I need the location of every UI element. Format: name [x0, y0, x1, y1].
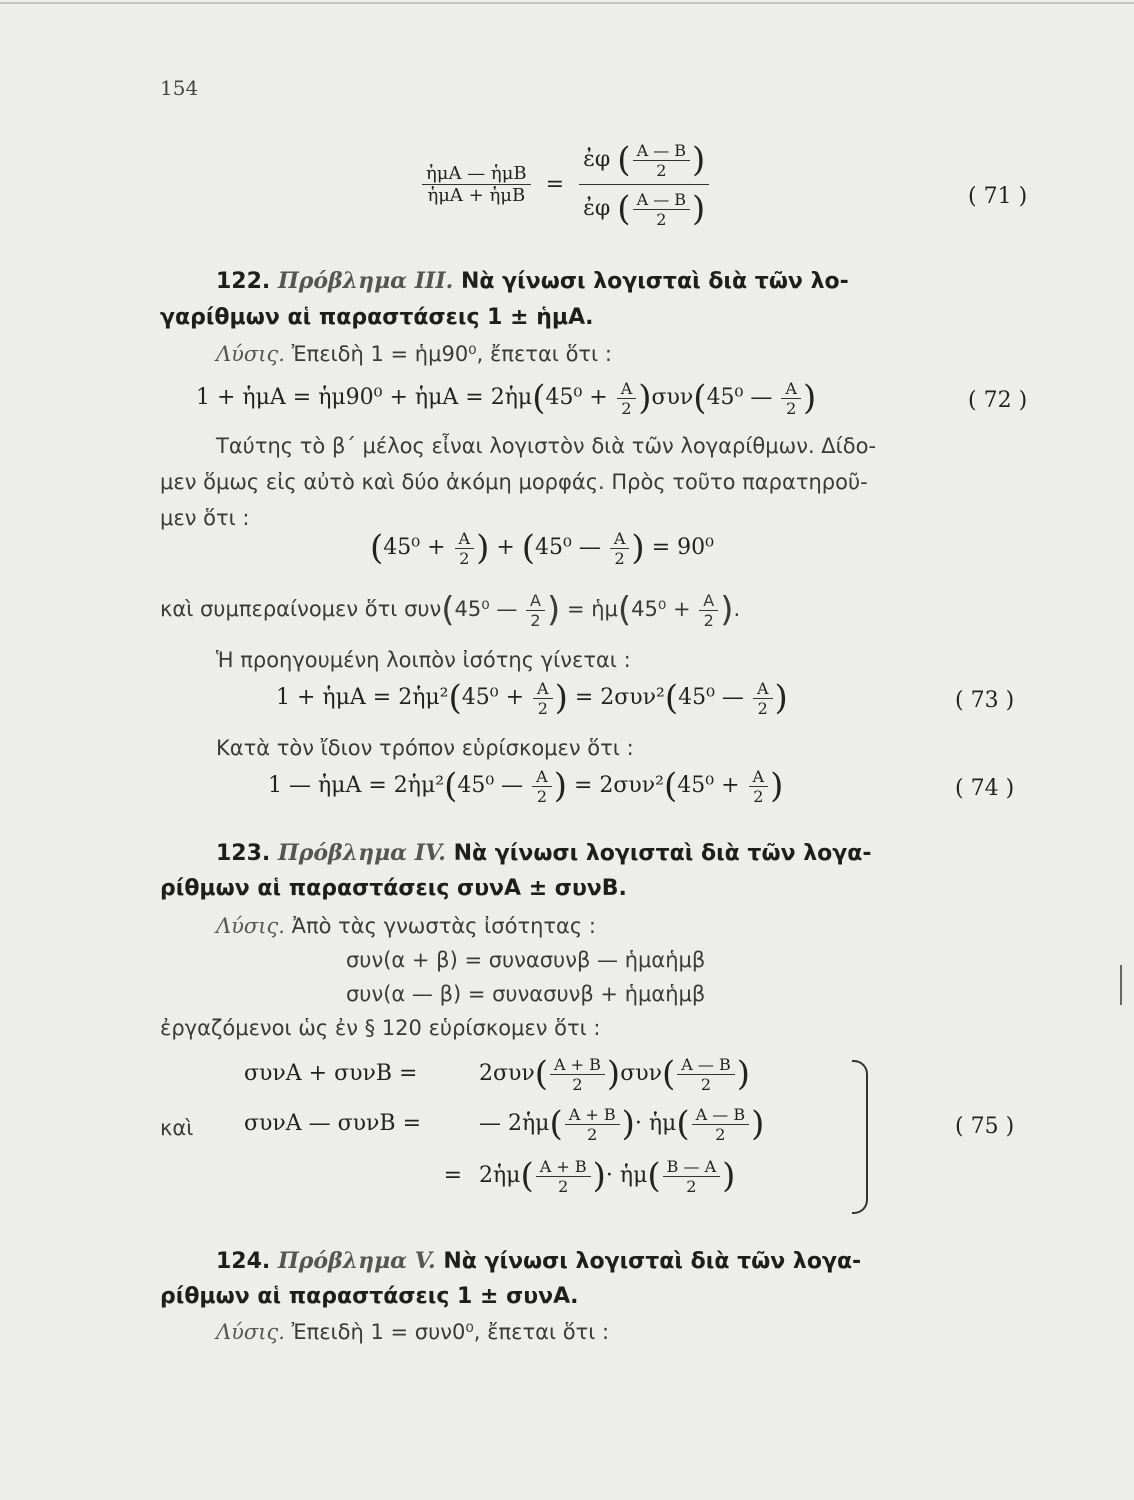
- eq-sum-frac2-num: Α: [610, 529, 630, 549]
- eq-sum-frac1-den: 2: [459, 548, 470, 568]
- eq-sum-frac1-num: Α: [455, 529, 475, 549]
- eq75-row1-rhs1: 2συν: [479, 1061, 535, 1086]
- problem-124-text2: ρίθμων αἱ παραστάσεις 1 ± συνΑ.: [160, 1284, 579, 1309]
- margin-mark: [1120, 965, 1122, 1005]
- eq75-brace: [852, 1060, 868, 1214]
- eq72-frac1-den: 2: [621, 398, 632, 418]
- conclusion-frac1-den: 2: [530, 610, 541, 630]
- eq73-b: 45⁰ +: [461, 685, 525, 710]
- eq73-label: ( 73 ): [955, 688, 1015, 713]
- solution-122-label: Λύσις.: [216, 342, 285, 366]
- scan-edge: [0, 2, 1134, 4]
- eq75-row2-frac1-den: 2: [587, 1124, 598, 1144]
- eq72-frac2-num: Α: [781, 379, 801, 399]
- eq71-rhs-fraction: ἐφ ( $\frac{A — B}{2}$ ) ἐφ ( $\frac{A — B}{2}$ ): [579, 140, 709, 229]
- problem-123-heading: Πρόβλημα ΙV.: [277, 840, 446, 866]
- identity-2: συν(α — β) = συνασυνβ + ἡμαἡμβ: [346, 982, 706, 1006]
- eq71-den-two: 2: [656, 209, 667, 229]
- eq75-row1-rhs2: συν: [620, 1061, 662, 1086]
- eq73-c: = 2συν²: [574, 685, 665, 710]
- eq71-den-arg: Α — Β: [633, 190, 690, 210]
- eq73-frac2-den: 2: [757, 698, 768, 718]
- conclusion-eq: = ἡμ: [566, 597, 618, 621]
- eq72-part-a: 1 + ἡμΑ = ἡμ90⁰ + ἡμΑ = 2ἡμ: [196, 385, 533, 410]
- problem-124-heading: Πρόβλημα V.: [277, 1248, 436, 1274]
- eq75-row1: συνΑ + συνΒ = 2συν( $\frac{A + B}{2}$ )συν( $\frac{A — B}{2}$ ): [244, 1054, 750, 1094]
- eq75-row3-frac1-num: Α + Β: [536, 1157, 591, 1177]
- eq71-lhs-den: ἡμΑ + ἡμΒ: [427, 185, 526, 206]
- eq71-num-two: 2: [656, 160, 667, 180]
- eq74-a: 1 — ἡμΑ = 2ἡμ²: [268, 773, 445, 798]
- eq75-row1-lhs: συνΑ + συνΒ =: [244, 1061, 418, 1086]
- equation-74: 1 — ἡμΑ = 2ἡμ²(45⁰ — $\frac{A}{2}$ ) = 2συν²(45⁰ + $\frac{A}{2}$ ): [268, 766, 784, 806]
- conclusion-pre: καὶ συμπεραίνομεν ὅτι συν: [160, 597, 442, 621]
- eq-sum-rhs: = 90⁰: [651, 535, 714, 560]
- eq-sum-frac2-den: 2: [614, 548, 625, 568]
- eq75-row2-frac2-den: 2: [715, 1124, 726, 1144]
- conclusion-b: 45⁰ +: [631, 597, 691, 621]
- conclusion: καὶ συμπεραίνομεν ὅτι συν(45⁰ — $\frac{A}{2}$ ) = ἡμ(45⁰ + $\frac{A}{2}$ ).: [160, 590, 741, 630]
- eq75-row2-rhs1: — 2ἡμ: [479, 1111, 550, 1136]
- problem-122-heading: Πρόβλημα ΙΙΙ.: [277, 268, 454, 294]
- eq-sum-a: 45⁰ +: [383, 535, 446, 560]
- eq74-frac1-num: Α: [532, 767, 552, 787]
- problem-123-text1: Νὰ γίνωσι λογισταὶ διὰ τῶν λογα-: [453, 841, 872, 866]
- eq72-frac2-den: 2: [786, 398, 797, 418]
- eq75-row3-frac1-den: 2: [558, 1176, 569, 1196]
- equation-71: [420, 140, 711, 229]
- eq72-frac1-num: Α: [617, 379, 637, 399]
- eq74-label: ( 74 ): [955, 776, 1015, 801]
- conclusion-frac2-den: 2: [703, 610, 714, 630]
- same-way: Κατὰ τὸν ἴδιον τρόπον εὑρίσκομεν ὅτι :: [216, 736, 634, 760]
- problem-123-line1: [216, 840, 872, 866]
- eq74-d: 45⁰ +: [677, 773, 740, 798]
- eq75-row2-frac2-num: Α — Β: [692, 1105, 749, 1125]
- previous-equality: Ἡ προηγουμένη λοιπὸν ἰσότης γίνεται :: [216, 648, 631, 672]
- eq74-frac2-num: Α: [749, 767, 769, 787]
- eq74-frac1-den: 2: [536, 786, 548, 806]
- problem-124-text1: Νὰ γίνωσι λογισταὶ διὰ τῶν λογα-: [443, 1249, 862, 1274]
- eq72-label: ( 72 ): [968, 388, 1028, 413]
- eq71-lhs-fraction: [422, 163, 531, 206]
- solution-124-label: Λύσις.: [216, 1320, 285, 1344]
- eq75-row3-rhs2: · ἡμ: [605, 1163, 648, 1188]
- page-number: 154: [160, 76, 199, 100]
- eq71-num-arg: Α — Β: [633, 141, 690, 161]
- eq72-part-d: 45⁰ —: [706, 385, 773, 410]
- eq75-row2: συνΑ — συνΒ = — 2ἡμ( $\frac{A + B}{2}$ )· ἡμ( $\frac{A — B}{2}$ ): [244, 1104, 765, 1144]
- eq75-and: καὶ: [160, 1116, 194, 1140]
- eq71-num-fn: ἐφ: [583, 147, 611, 172]
- problem-122-text1: Νὰ γίνωσι λογισταὶ διὰ τῶν λο-: [460, 269, 849, 294]
- eq73-a: 1 + ἡμΑ = 2ἡμ²: [276, 685, 449, 710]
- solution-124-text: Ἐπειδὴ 1 = συν0⁰, ἔπεται ὅτι :: [291, 1320, 610, 1344]
- problem-124-line1: [216, 1248, 861, 1274]
- solution-122-text: Ἐπειδὴ 1 = ἡμ90⁰, ἔπεται ὅτι :: [291, 342, 612, 366]
- conclusion-a: 45⁰ —: [454, 597, 518, 621]
- eq75-row1-frac1-den: 2: [572, 1074, 583, 1094]
- eq74-b: 45⁰ —: [457, 773, 524, 798]
- problem-123-number: 123.: [216, 841, 271, 866]
- conclusion-frac1-num: Α: [526, 591, 545, 611]
- eq71-equals: =: [545, 171, 565, 197]
- equation-sum: (45⁰ + $\frac{A}{2}$ ) + (45⁰ — $\frac{A}{2}$ ) = 90⁰: [370, 528, 714, 568]
- eq74-c: = 2συν²: [573, 773, 664, 798]
- para1-line2: μεν ὅμως εἰς αὐτὸ καὶ δύο ἀκόμη μορφάς. Πρὸς τοῦτο παρατηροῦ-: [160, 470, 868, 494]
- solution-123: [216, 914, 596, 938]
- eq75-row2-frac1-num: Α + Β: [565, 1105, 620, 1125]
- eq75-row3: = 2ἡμ( $\frac{A + B}{2}$ )· ἡμ( $\frac{B — A}{2}$ ): [244, 1156, 735, 1196]
- problem-122-number: 122.: [216, 269, 271, 294]
- eq75-row2-rhs2: · ἡμ: [634, 1111, 677, 1136]
- problem-122-line1: [216, 268, 849, 294]
- conclusion-frac2-num: Α: [699, 591, 718, 611]
- eq71-label: ( 71 ): [968, 184, 1028, 209]
- problem-122-text2: γαρίθμων αἱ παραστάσεις 1 ± ἡμΑ.: [160, 305, 594, 330]
- conclusion-end: .: [733, 597, 741, 621]
- identity-1: συν(α + β) = συνασυνβ — ἡμαἡμβ: [346, 948, 706, 972]
- eq73-d: 45⁰ —: [678, 685, 744, 710]
- solution-124: [216, 1320, 609, 1344]
- eq73-frac1-den: 2: [537, 698, 548, 718]
- eq74-frac2-den: 2: [753, 786, 764, 806]
- para1-line1: Ταύτης τὸ β΄ μέλος εἶναι λογιστὸν διὰ τῶν λογαρίθμων. Δίδο-: [216, 434, 877, 458]
- problem-123-text2: ρίθμων αἱ παραστάσεις συνΑ ± συνΒ.: [160, 876, 627, 901]
- eq71-lhs-num: ἡμΑ — ἡμΒ: [422, 163, 531, 185]
- solution-123-label: Λύσις.: [216, 914, 285, 938]
- eq71-den-fn: ἐφ: [583, 196, 611, 221]
- eq75-row2-lhs: συνΑ — συνΒ =: [244, 1111, 421, 1136]
- eq73-frac1-num: Α: [533, 679, 553, 699]
- working-text: ἐργαζόμενοι ὡς ἐν § 120 εὑρίσκομεν ὅτι :: [160, 1016, 601, 1040]
- eq75-row3-frac2-num: Β — Α: [663, 1157, 720, 1177]
- eq72-part-b: 45⁰ +: [545, 385, 608, 410]
- eq75-label: ( 75 ): [955, 1114, 1015, 1139]
- solution-122: [216, 342, 612, 366]
- eq75-row1-frac1-num: Α + Β: [550, 1055, 605, 1075]
- eq75-row1-frac2-num: Α — Β: [677, 1055, 734, 1075]
- solution-123-text: Ἀπὸ τὰς γνωστὰς ἰσότητας :: [291, 914, 596, 938]
- problem-124-number: 124.: [216, 1249, 271, 1274]
- eq75-row3-rhs1: 2ἡμ: [479, 1163, 521, 1188]
- para1-line3: μεν ὅτι :: [160, 506, 250, 530]
- eq75-row3-frac2-den: 2: [686, 1176, 697, 1196]
- equation-72: 1 + ἡμΑ = ἡμ90⁰ + ἡμΑ = 2ἡμ(45⁰ + $\frac{A}{2}$ )συν(45⁰ — $\frac{A}{2}$ ): [196, 378, 817, 418]
- eq-sum-plus: +: [496, 535, 515, 560]
- eq72-part-c: συν: [651, 385, 694, 410]
- eq73-frac2-num: Α: [753, 679, 773, 699]
- eq-sum-b: 45⁰ —: [535, 535, 601, 560]
- eq75-row3-lhs: =: [443, 1163, 462, 1188]
- equation-73: 1 + ἡμΑ = 2ἡμ²(45⁰ + $\frac{A}{2}$ ) = 2συν²(45⁰ — $\frac{A}{2}$ ): [276, 678, 788, 718]
- eq75-row1-frac2-den: 2: [700, 1074, 712, 1094]
